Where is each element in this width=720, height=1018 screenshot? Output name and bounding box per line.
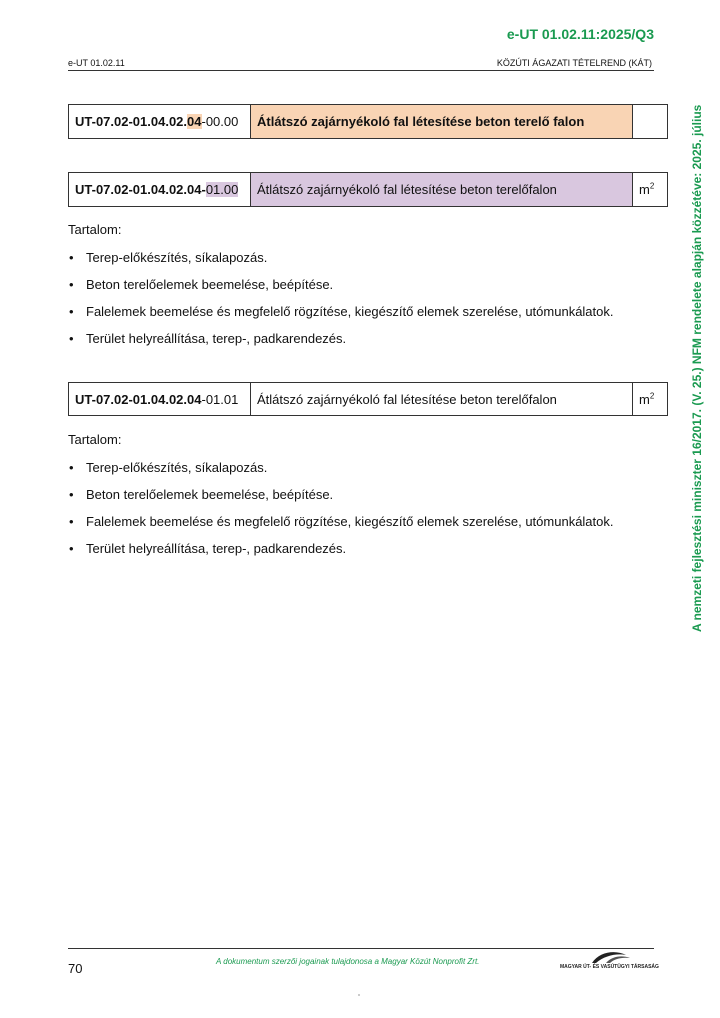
content-heading: Tartalom: — [68, 432, 122, 447]
item-table-3 — [68, 382, 668, 416]
list-item: • Falelemek beemelése és megfelelő rögzítése, kiegészítő elemek szerelése, utómunkálatok. — [68, 513, 614, 540]
header-right-label: KÖZÚTI ÁGAZATI TÉTELREND (KÁT) — [496, 58, 652, 68]
item-table-2 — [68, 172, 668, 207]
item-code: UT-07.02-01.04.02.04-01.01 — [69, 383, 251, 416]
list-item: • Terep-előkészítés, síkalapozás. — [68, 459, 614, 486]
page-dot — [358, 994, 360, 996]
item-title: Átlátszó zajárnyékoló fal létesítése beton terelőfalon — [251, 173, 633, 207]
list-item: • Terep-előkészítés, síkalapozás. — [68, 249, 614, 276]
item-code: UT-07.02-01.04.02.04-01.00 — [69, 173, 251, 207]
list-item: • Beton terelőelemek beemelése, beépítése. — [68, 276, 614, 303]
item-code-highlight: 04 — [187, 114, 202, 129]
company-logo — [560, 948, 659, 972]
item-unit: $m^2$ — [633, 173, 668, 207]
item-code: UT-07.02-01.04.02.04-00.00 — [69, 105, 251, 139]
item-code-highlight: 01.00 — [205, 182, 239, 197]
list-item: • Beton terelőelemek beemelése, beépítése. — [68, 486, 614, 513]
content-list — [68, 249, 614, 357]
publication-side-note: A nemzeti fejlesztési miniszter 16/2017. (V. 25.) NFM rendelete alapján közzétéve: 2025. július — [690, 104, 704, 632]
item-title: Átlátszó zajárnyékoló fal létesítése beton terelő falon — [251, 105, 633, 139]
list-item: • Terület helyreállítása, terep-, padkarendezés. — [68, 330, 614, 357]
item-unit: $m^2$ — [633, 383, 668, 416]
list-item: • Falelemek beemelése és megfelelő rögzítése, kiegészítő elemek szerelése, utómunkálatok. — [68, 303, 614, 330]
content-list — [68, 459, 614, 567]
header-left-label: e-UT 01.02.11 — [68, 58, 125, 68]
document-id: e-UT 01.02.11:2025/Q3 — [506, 26, 654, 42]
list-item: • Terület helyreállítása, terep-, padkarendezés. — [68, 540, 614, 567]
content-heading: Tartalom: — [68, 222, 122, 237]
logo-text: MAGYAR ÚT- ÉS VASÚTÜGYI TÁRSASÁG — [560, 964, 659, 970]
header-divider — [68, 70, 654, 71]
page-number: 70 — [68, 961, 83, 976]
item-title: Átlátszó zajárnyékoló fal létesítése beton terelőfalon — [251, 383, 633, 416]
copyright-note: A dokumentum szerzői jogainak tulajdonosa a Magyar Közút Nonprofit Zrt. — [216, 957, 480, 966]
item-unit — [633, 105, 668, 139]
item-table-1 — [68, 104, 668, 139]
